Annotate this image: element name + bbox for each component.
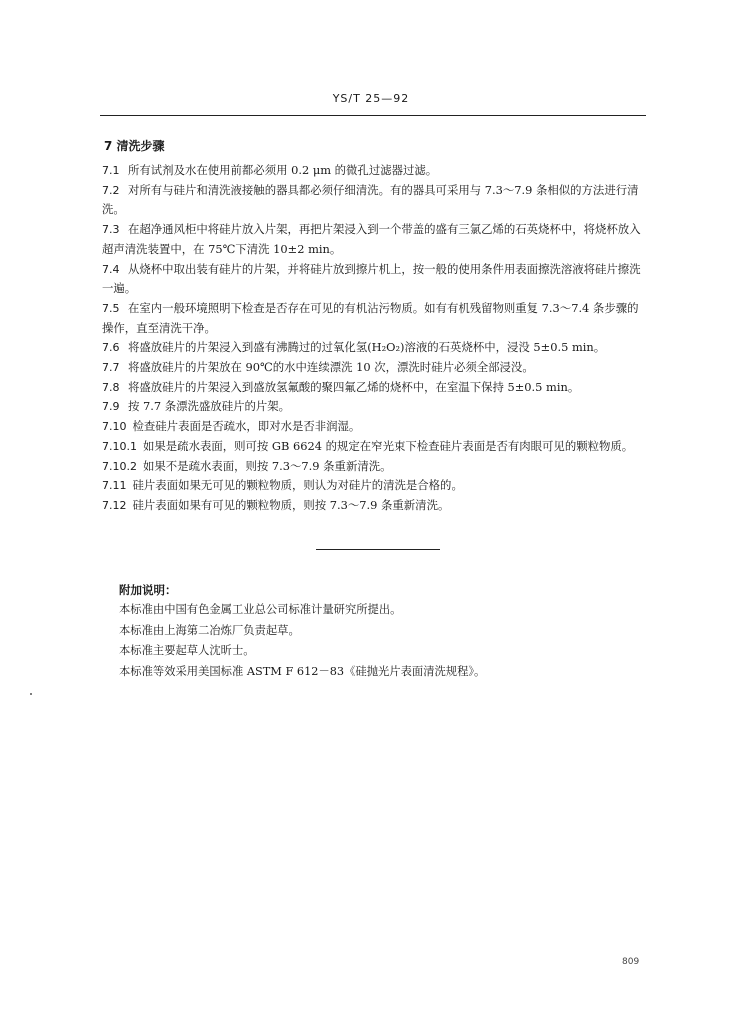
scan-speck (30, 693, 32, 695)
note-line: 本标准主要起草人沈昕士。 (119, 644, 255, 657)
clause-text: 如果不是疏水表面，则按 7.3～7.9 条重新清洗。 (143, 458, 392, 473)
clause-7-10 (102, 417, 642, 437)
clause-text: 在超净通风柜中将硅片放入片架，再把片架浸入到一个带盖的盛有三氯乙烯的石英烧杯中，将烧杯放入超声清洗装置中，在 75℃下清洗 10±2 min。 (102, 222, 641, 256)
clause-number: 7.2 (102, 183, 120, 197)
clause-number: 7.10.2 (102, 459, 137, 473)
clause-text: 将盛放硅片的片架浸入到盛放氢氟酸的聚四氟乙烯的烧杯中，在室温下保持 5±0.5 min。 (128, 379, 580, 394)
additional-notes (119, 580, 639, 682)
note-line: 本标准等效采用美国标准 ASTM F 612－83《硅抛光片表面清洗规程》。 (119, 664, 486, 678)
clause-7-12 (102, 496, 642, 516)
note-line: 本标准由中国有色金属工业总公司标准计量研究所提出。 (119, 603, 402, 616)
clause-number: 7.8 (102, 380, 120, 394)
clause-number: 7.3 (102, 223, 120, 237)
clause-7-2 (102, 181, 642, 220)
clause-number: 7.7 (102, 361, 120, 375)
clause-number: 7.1 (102, 164, 120, 177)
clause-7-10-1 (102, 437, 642, 457)
page-number: 809 (622, 957, 640, 967)
clause-7-11 (102, 476, 642, 496)
clause-7-1 (102, 161, 642, 181)
clause-number: 7.10.1 (102, 439, 137, 453)
clause-text: 硅片表面如果无可见的颗粒物质，则认为对硅片的清洗是合格的。 (132, 478, 463, 493)
clause-number: 7.6 (102, 341, 120, 355)
clause-number: 7.4 (102, 262, 120, 276)
clause-7-6 (102, 338, 642, 358)
clause-text: 在室内一般环境照明下检查是否存在可见的有机沾污物质。如有有机残留物则重复 7.3～7.4 条步骤的操作，直至清洗干净。 (102, 300, 639, 335)
standard-code-header: YS/T 25—92 (332, 92, 410, 105)
clause-number: 7.9 (102, 400, 120, 414)
clause-text: 如果是疏水表面，则可按 GB 6624 的规定在窄光束下检查硅片表面是否有肉眼可见的颗粒物质。 (143, 438, 634, 453)
clause-text: 对所有与硅片和清洗液接触的器具都必须仔细清洗。有的器具可采用与 7.3～7.9 条相似的方法进行清洗。 (102, 182, 639, 217)
section-divider (316, 549, 440, 550)
clause-7-8 (102, 378, 642, 398)
clause-text: 按 7.7 条漂洗盛放硅片的片架。 (128, 399, 291, 414)
note-line: 本标准由上海第二冶炼厂负责起草。 (119, 623, 300, 637)
notes-title: 附加说明： (119, 583, 177, 597)
clause-7-9 (102, 397, 642, 417)
clause-number: 7.11 (102, 479, 127, 493)
clause-7-7 (102, 358, 642, 378)
clause-text: 所有试剂及水在使用前都必须用 0.2 μm 的微孔过滤器过滤。 (128, 163, 438, 177)
clause-text: 将盛放硅片的片架浸入到盛有沸腾过的过氧化氢(H₂O₂)溶液的石英烧杯中，浸没 5±0.5 min。 (128, 340, 606, 355)
section-title: 7 清洗步骤 (104, 139, 165, 153)
clause-text: 从烧杯中取出装有硅片的片架，并将硅片放到擦片机上，按一般的使用条件用表面擦洗溶液将硅片擦洗一遍。 (102, 261, 641, 296)
clause-number: 7.10 (102, 420, 127, 434)
clause-list (102, 161, 642, 516)
clause-number: 7.5 (102, 301, 120, 315)
clause-number: 7.12 (102, 498, 127, 512)
clause-text: 检查硅片表面是否疏水，即对水是否非润湿。 (132, 419, 361, 434)
clause-7-5 (102, 299, 642, 338)
clause-7-4 (102, 260, 642, 299)
clause-text: 硅片表面如果有可见的颗粒物质，则按 7.3～7.9 条重新清洗。 (132, 497, 450, 512)
header-rule (100, 115, 646, 116)
clause-text: 将盛放硅片的片架放在 90℃的水中连续漂洗 10 次，漂洗时硅片必须全部浸没。 (128, 360, 534, 375)
clause-7-10-2 (102, 457, 642, 477)
clause-7-3 (102, 220, 642, 259)
